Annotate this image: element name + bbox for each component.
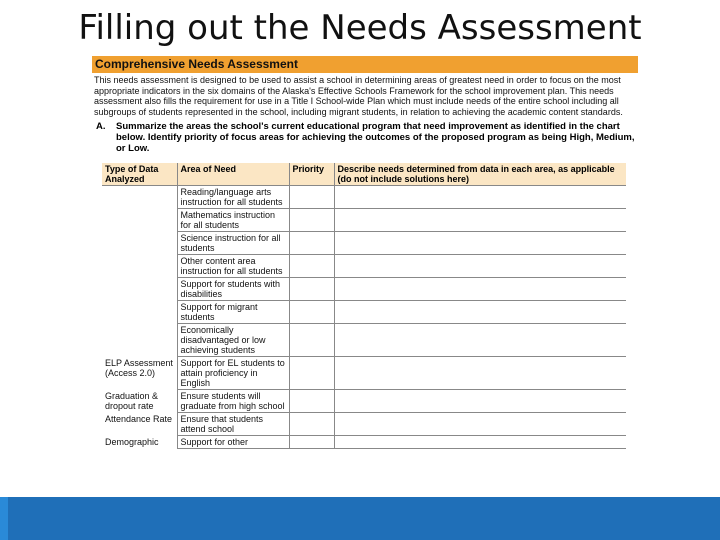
table-row (102, 278, 626, 301)
cell-type: Demographic (102, 436, 177, 449)
table-row (102, 301, 626, 324)
doc-intro: This needs assessment is designed to be used to assist a school in determining areas of greatest need in order to focus on the most appropriate indicators in the six domains of the Alaska's Effective Schools Framework for the school improvement plan. This needs assessment also fills the requirement for use in a Title I School-wide Plan which must include needs of the entire school including all subgroups of students represented in the school, including migrant students, in relation to achieving the academic content standards. (94, 75, 623, 117)
header-priority: Priority (289, 163, 334, 186)
table-row (102, 209, 626, 232)
footer-accent (0, 497, 8, 540)
cell-priority (289, 390, 334, 413)
cell-priority (289, 301, 334, 324)
cell-type (102, 324, 177, 357)
cell-priority (289, 232, 334, 255)
cell-type: ELP Assessment (Access 2.0) (102, 357, 177, 390)
table-row (102, 255, 626, 278)
cell-describe (334, 357, 626, 390)
cell-area: Mathematics instruction for all students (177, 209, 289, 232)
cell-type: Graduation & dropout rate (102, 390, 177, 413)
table-row (102, 390, 626, 413)
table-row (102, 413, 626, 436)
cell-describe (334, 209, 626, 232)
cell-area: Science instruction for all students (177, 232, 289, 255)
cell-area: Other content area instruction for all students (177, 255, 289, 278)
cell-priority (289, 186, 334, 209)
cell-describe (334, 436, 626, 449)
slide-title: Filling out the Needs Assessment (78, 8, 642, 48)
cell-priority (289, 324, 334, 357)
instruction-number: A. (96, 121, 106, 132)
instruction (92, 121, 638, 154)
needs-table (102, 163, 626, 449)
table-row (102, 324, 626, 357)
table-row (102, 436, 626, 449)
cell-describe (334, 413, 626, 436)
cell-describe (334, 186, 626, 209)
table-row (102, 357, 626, 390)
cell-priority (289, 255, 334, 278)
cell-type (102, 186, 177, 209)
cell-describe (334, 278, 626, 301)
cell-area: Support for other (177, 436, 289, 449)
cell-describe (334, 232, 626, 255)
cell-describe (334, 301, 626, 324)
cell-type (102, 209, 177, 232)
table-row (102, 186, 626, 209)
cell-area: Economically disadvantaged or low achieving students (177, 324, 289, 357)
cell-type (102, 278, 177, 301)
header-type: Type of Data Analyzed (102, 163, 177, 186)
doc-header: Comprehensive Needs Assessment (92, 56, 638, 73)
document-image (92, 56, 638, 492)
footer-bar (0, 497, 720, 540)
cell-area: Support for migrant students (177, 301, 289, 324)
cell-type: Attendance Rate (102, 413, 177, 436)
cell-type (102, 301, 177, 324)
cell-type (102, 232, 177, 255)
cell-type (102, 255, 177, 278)
cell-area: Reading/language arts instruction for all students (177, 186, 289, 209)
cell-priority (289, 413, 334, 436)
cell-area: Ensure students will graduate from high school (177, 390, 289, 413)
cell-priority (289, 357, 334, 390)
instruction-text: Summarize the areas the school's current educational program that need improvement as identified in the chart below. Identify priority of focus areas for achieving the outcomes of the proposed program as being High, Medium, or Low. (116, 121, 635, 154)
cell-area: Support for EL students to attain proficiency in English (177, 357, 289, 390)
cell-priority (289, 436, 334, 449)
header-area: Area of Need (177, 163, 289, 186)
cell-priority (289, 278, 334, 301)
cell-area: Ensure that students attend school (177, 413, 289, 436)
cell-priority (289, 209, 334, 232)
cell-describe (334, 390, 626, 413)
cell-describe (334, 255, 626, 278)
cell-describe (334, 324, 626, 357)
header-describe: Describe needs determined from data in each area, as applicable (do not include solutions here) (334, 163, 626, 186)
table-row (102, 232, 626, 255)
table-header-row (102, 163, 626, 186)
cell-area: Support for students with disabilities (177, 278, 289, 301)
